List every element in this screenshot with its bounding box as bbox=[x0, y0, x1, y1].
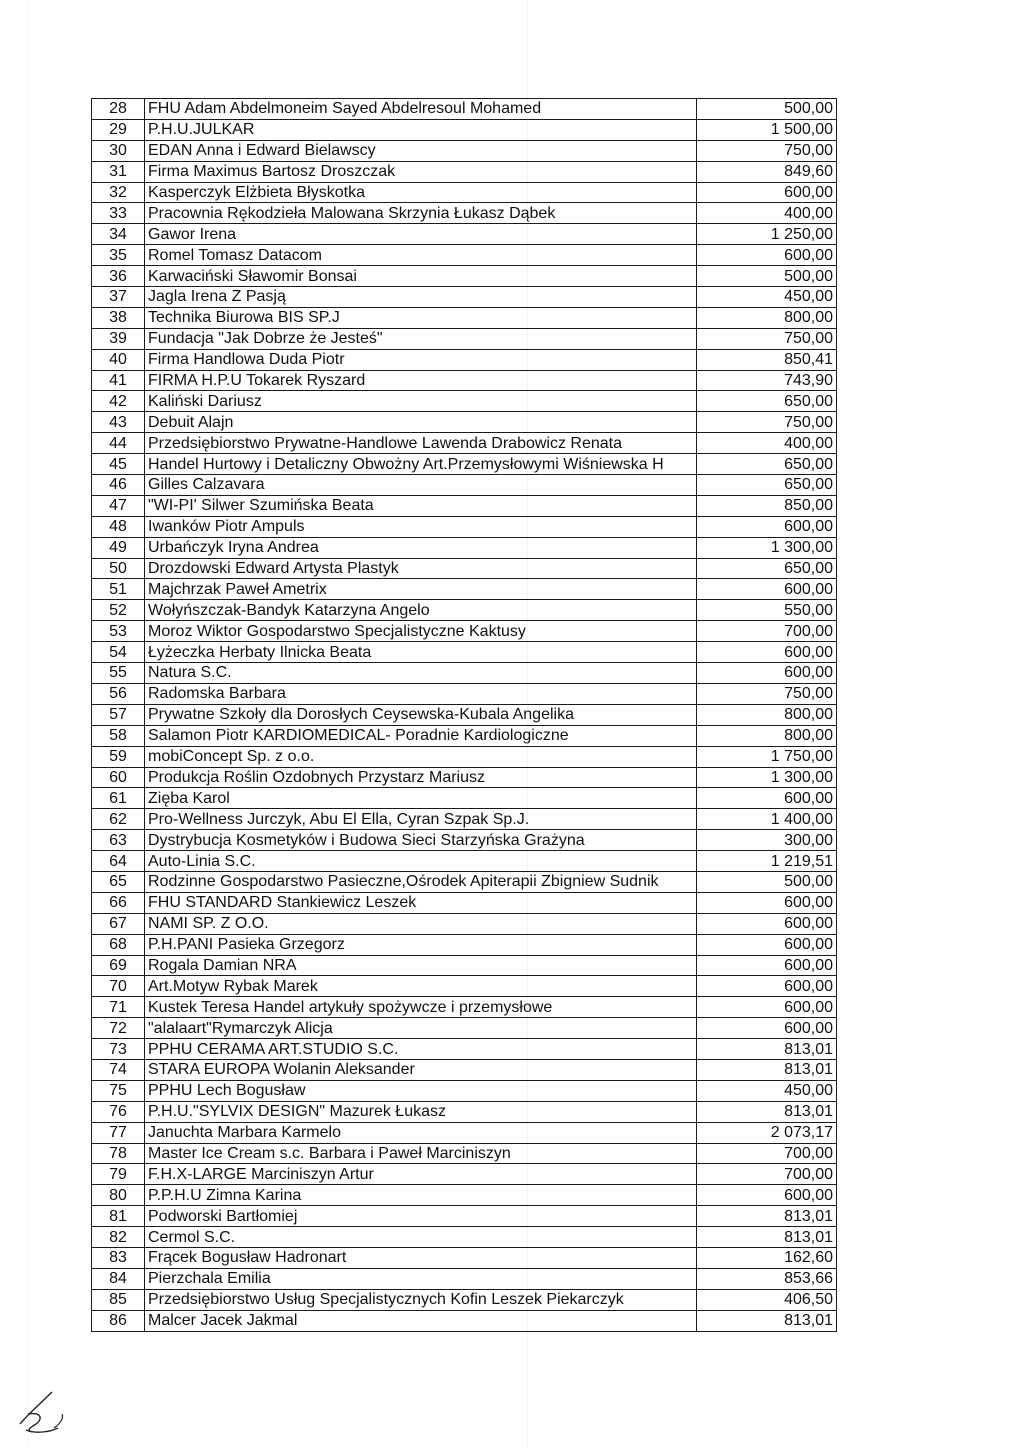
company-name: Debuit Alajn bbox=[145, 412, 697, 433]
table-row bbox=[92, 433, 837, 454]
row-number: 73 bbox=[92, 1039, 145, 1060]
row-number: 83 bbox=[92, 1247, 145, 1268]
company-name: Firma Handlowa Duda Piotr bbox=[145, 349, 697, 370]
table-row bbox=[92, 1101, 837, 1122]
table-row bbox=[92, 161, 837, 182]
table-row bbox=[92, 537, 837, 558]
row-number: 32 bbox=[92, 182, 145, 203]
row-number: 54 bbox=[92, 642, 145, 663]
company-name: Iwanków Piotr Ampuls bbox=[145, 516, 697, 537]
table-row bbox=[92, 1039, 837, 1060]
amount-value: 750,00 bbox=[697, 140, 837, 161]
company-name: Przedsiębiorstwo Usług Specjalistycznych Kofin Leszek Piekarczyk bbox=[145, 1289, 697, 1310]
amount-value: 650,00 bbox=[697, 475, 837, 496]
amount-value: 600,00 bbox=[697, 642, 837, 663]
table-row bbox=[92, 746, 837, 767]
amount-value: 600,00 bbox=[697, 579, 837, 600]
amount-value: 550,00 bbox=[697, 600, 837, 621]
amount-value: 600,00 bbox=[697, 934, 837, 955]
table-row bbox=[92, 892, 837, 913]
row-number: 44 bbox=[92, 433, 145, 454]
table-row bbox=[92, 1080, 837, 1101]
table-row bbox=[92, 934, 837, 955]
company-name: Gilles Calzavara bbox=[145, 475, 697, 496]
table-row bbox=[92, 683, 837, 704]
table-row bbox=[92, 579, 837, 600]
row-number: 74 bbox=[92, 1059, 145, 1080]
table-row bbox=[92, 412, 837, 433]
company-name: Majchrzak Paweł Ametrix bbox=[145, 579, 697, 600]
row-number: 42 bbox=[92, 391, 145, 412]
table-row bbox=[92, 349, 837, 370]
amounts-table bbox=[91, 98, 837, 1332]
row-number: 70 bbox=[92, 976, 145, 997]
amount-value: 600,00 bbox=[697, 913, 837, 934]
row-number: 63 bbox=[92, 830, 145, 851]
amounts-table-body bbox=[92, 99, 837, 1332]
row-number: 45 bbox=[92, 454, 145, 475]
amount-value: 1 300,00 bbox=[697, 767, 837, 788]
company-name: P.P.H.U Zimna Karina bbox=[145, 1185, 697, 1206]
company-name: FHU Adam Abdelmoneim Sayed Abdelresoul Mohamed bbox=[145, 99, 697, 120]
table-row bbox=[92, 516, 837, 537]
amount-value: 600,00 bbox=[697, 245, 837, 266]
company-name: Art.Motyw Rybak Marek bbox=[145, 976, 697, 997]
table-row bbox=[92, 976, 837, 997]
company-name: Jagla Irena Z Pasją bbox=[145, 287, 697, 308]
amount-value: 650,00 bbox=[697, 558, 837, 579]
row-number: 47 bbox=[92, 495, 145, 516]
company-name: Moroz Wiktor Gospodarstwo Specjalistyczne Kaktusy bbox=[145, 621, 697, 642]
table-row bbox=[92, 704, 837, 725]
table-row bbox=[92, 1289, 837, 1310]
row-number: 62 bbox=[92, 809, 145, 830]
handwritten-signature-icon bbox=[14, 1384, 70, 1440]
row-number: 55 bbox=[92, 663, 145, 684]
row-number: 78 bbox=[92, 1143, 145, 1164]
row-number: 68 bbox=[92, 934, 145, 955]
company-name: P.H.U.JULKAR bbox=[145, 119, 697, 140]
table-row bbox=[92, 99, 837, 120]
table-row bbox=[92, 475, 837, 496]
row-number: 69 bbox=[92, 955, 145, 976]
company-name: Kaliński Dariusz bbox=[145, 391, 697, 412]
table-row bbox=[92, 182, 837, 203]
row-number: 53 bbox=[92, 621, 145, 642]
row-number: 60 bbox=[92, 767, 145, 788]
row-number: 61 bbox=[92, 788, 145, 809]
amount-value: 600,00 bbox=[697, 1185, 837, 1206]
amount-value: 600,00 bbox=[697, 997, 837, 1018]
company-name: "WI-PI' Silwer Szumińska Beata bbox=[145, 495, 697, 516]
row-number: 67 bbox=[92, 913, 145, 934]
company-name: NAMI SP. Z O.O. bbox=[145, 913, 697, 934]
row-number: 30 bbox=[92, 140, 145, 161]
table-row bbox=[92, 788, 837, 809]
company-name: Prywatne Szkoły dla Dorosłych Ceysewska-Kubala Angelika bbox=[145, 704, 697, 725]
row-number: 38 bbox=[92, 307, 145, 328]
company-name: Romel Tomasz Datacom bbox=[145, 245, 697, 266]
amount-value: 162,60 bbox=[697, 1247, 837, 1268]
amount-value: 400,00 bbox=[697, 433, 837, 454]
company-name: Dystrybucja Kosmetyków i Budowa Sieci Starzyńska Grażyna bbox=[145, 830, 697, 851]
company-name: Produkcja Roślin Ozdobnych Przystarz Mariusz bbox=[145, 767, 697, 788]
company-name: Master Ice Cream s.c. Barbara i Paweł Marciniszyn bbox=[145, 1143, 697, 1164]
company-name: Salamon Piotr KARDIOMEDICAL- Poradnie Kardiologiczne bbox=[145, 725, 697, 746]
company-name: P.H.U."SYLVIX DESIGN" Mazurek Łukasz bbox=[145, 1101, 697, 1122]
table-row bbox=[92, 391, 837, 412]
table-row bbox=[92, 830, 837, 851]
amount-value: 450,00 bbox=[697, 287, 837, 308]
table-row bbox=[92, 663, 837, 684]
table-row bbox=[92, 642, 837, 663]
row-number: 57 bbox=[92, 704, 145, 725]
row-number: 66 bbox=[92, 892, 145, 913]
table-row bbox=[92, 224, 837, 245]
company-name: Karwaciński Sławomir Bonsai bbox=[145, 266, 697, 287]
company-name: F.H.X-LARGE Marciniszyn Artur bbox=[145, 1164, 697, 1185]
amount-value: 406,50 bbox=[697, 1289, 837, 1310]
amount-value: 1 300,00 bbox=[697, 537, 837, 558]
row-number: 81 bbox=[92, 1206, 145, 1227]
company-name: Cermol S.C. bbox=[145, 1227, 697, 1248]
table-row bbox=[92, 997, 837, 1018]
amount-value: 850,41 bbox=[697, 349, 837, 370]
company-name: Rodzinne Gospodarstwo Pasieczne,Ośrodek Apiterapii Zbigniew Sudnik bbox=[145, 871, 697, 892]
table-row bbox=[92, 600, 837, 621]
row-number: 37 bbox=[92, 287, 145, 308]
row-number: 46 bbox=[92, 475, 145, 496]
row-number: 76 bbox=[92, 1101, 145, 1122]
table-row bbox=[92, 621, 837, 642]
row-number: 79 bbox=[92, 1164, 145, 1185]
row-number: 75 bbox=[92, 1080, 145, 1101]
amount-value: 849,60 bbox=[697, 161, 837, 182]
company-name: EDAN Anna i Edward Bielawscy bbox=[145, 140, 697, 161]
row-number: 31 bbox=[92, 161, 145, 182]
company-name: Gawor Irena bbox=[145, 224, 697, 245]
row-number: 80 bbox=[92, 1185, 145, 1206]
row-number: 43 bbox=[92, 412, 145, 433]
amount-value: 500,00 bbox=[697, 871, 837, 892]
table-row bbox=[92, 495, 837, 516]
company-name: Fundacja "Jak Dobrze że Jesteś" bbox=[145, 328, 697, 349]
table-row bbox=[92, 1059, 837, 1080]
amount-value: 813,01 bbox=[697, 1227, 837, 1248]
company-name: Technika Biurowa BIS SP.J bbox=[145, 307, 697, 328]
table-row bbox=[92, 1143, 837, 1164]
table-row bbox=[92, 725, 837, 746]
company-name: Urbańczyk Iryna Andrea bbox=[145, 537, 697, 558]
row-number: 36 bbox=[92, 266, 145, 287]
amount-value: 800,00 bbox=[697, 725, 837, 746]
row-number: 41 bbox=[92, 370, 145, 391]
row-number: 56 bbox=[92, 683, 145, 704]
amount-value: 813,01 bbox=[697, 1310, 837, 1331]
row-number: 33 bbox=[92, 203, 145, 224]
row-number: 82 bbox=[92, 1227, 145, 1248]
amount-value: 600,00 bbox=[697, 955, 837, 976]
company-name: STARA EUROPA Wolanin Aleksander bbox=[145, 1059, 697, 1080]
row-number: 48 bbox=[92, 516, 145, 537]
table-row bbox=[92, 1247, 837, 1268]
company-name: PPHU Lech Bogusław bbox=[145, 1080, 697, 1101]
amount-value: 813,01 bbox=[697, 1101, 837, 1122]
table-row bbox=[92, 1122, 837, 1143]
row-number: 35 bbox=[92, 245, 145, 266]
row-number: 64 bbox=[92, 851, 145, 872]
table-row bbox=[92, 767, 837, 788]
table-row bbox=[92, 140, 837, 161]
company-name: PPHU CERAMA ART.STUDIO S.C. bbox=[145, 1039, 697, 1060]
table-row bbox=[92, 328, 837, 349]
table-row bbox=[92, 1185, 837, 1206]
scan-fold-line bbox=[28, 0, 29, 1448]
amount-value: 1 750,00 bbox=[697, 746, 837, 767]
table-row bbox=[92, 1227, 837, 1248]
amount-value: 1 219,51 bbox=[697, 851, 837, 872]
table-row bbox=[92, 1164, 837, 1185]
row-number: 29 bbox=[92, 119, 145, 140]
row-number: 84 bbox=[92, 1268, 145, 1289]
amount-value: 600,00 bbox=[697, 182, 837, 203]
company-name: "alalaart"Rymarczyk Alicja bbox=[145, 1018, 697, 1039]
row-number: 72 bbox=[92, 1018, 145, 1039]
row-number: 85 bbox=[92, 1289, 145, 1310]
company-name: Radomska Barbara bbox=[145, 683, 697, 704]
company-name: Malcer Jacek Jakmal bbox=[145, 1310, 697, 1331]
amount-value: 1 250,00 bbox=[697, 224, 837, 245]
company-name: Pracownia Rękodzieła Malowana Skrzynia Łukasz Dąbek bbox=[145, 203, 697, 224]
table-row bbox=[92, 955, 837, 976]
table-row bbox=[92, 119, 837, 140]
company-name: Drozdowski Edward Artysta Plastyk bbox=[145, 558, 697, 579]
company-name: Pro-Wellness Jurczyk, Abu El Ella, Cyran Szpak Sp.J. bbox=[145, 809, 697, 830]
amount-value: 650,00 bbox=[697, 391, 837, 412]
amount-value: 300,00 bbox=[697, 830, 837, 851]
company-name: Handel Hurtowy i Detaliczny Obwożny Art.Przemysłowymi Wiśniewska H bbox=[145, 454, 697, 475]
amount-value: 800,00 bbox=[697, 307, 837, 328]
company-name: Januchta Marbara Karmelo bbox=[145, 1122, 697, 1143]
table-row bbox=[92, 245, 837, 266]
row-number: 40 bbox=[92, 349, 145, 370]
table-row bbox=[92, 913, 837, 934]
table-row bbox=[92, 1206, 837, 1227]
amount-value: 500,00 bbox=[697, 99, 837, 120]
company-name: Pierzchala Emilia bbox=[145, 1268, 697, 1289]
amount-value: 600,00 bbox=[697, 516, 837, 537]
company-name: Kustek Teresa Handel artykuły spożywcze i przemysłowe bbox=[145, 997, 697, 1018]
amount-value: 600,00 bbox=[697, 892, 837, 913]
row-number: 39 bbox=[92, 328, 145, 349]
amount-value: 2 073,17 bbox=[697, 1122, 837, 1143]
table-row bbox=[92, 287, 837, 308]
company-name: Podworski Bartłomiej bbox=[145, 1206, 697, 1227]
amount-value: 450,00 bbox=[697, 1080, 837, 1101]
row-number: 77 bbox=[92, 1122, 145, 1143]
row-number: 34 bbox=[92, 224, 145, 245]
company-name: FIRMA H.P.U Tokarek Ryszard bbox=[145, 370, 697, 391]
amount-value: 1 500,00 bbox=[697, 119, 837, 140]
company-name: Zięba Karol bbox=[145, 788, 697, 809]
row-number: 51 bbox=[92, 579, 145, 600]
company-name: Kasperczyk Elżbieta Błyskotka bbox=[145, 182, 697, 203]
amount-value: 700,00 bbox=[697, 621, 837, 642]
amount-value: 743,90 bbox=[697, 370, 837, 391]
table-row bbox=[92, 203, 837, 224]
amount-value: 813,01 bbox=[697, 1206, 837, 1227]
amount-value: 700,00 bbox=[697, 1143, 837, 1164]
amount-value: 850,00 bbox=[697, 495, 837, 516]
company-name: Natura S.C. bbox=[145, 663, 697, 684]
company-name: mobiConcept Sp. z o.o. bbox=[145, 746, 697, 767]
row-number: 58 bbox=[92, 725, 145, 746]
amount-value: 500,00 bbox=[697, 266, 837, 287]
row-number: 65 bbox=[92, 871, 145, 892]
amount-value: 600,00 bbox=[697, 788, 837, 809]
table-row bbox=[92, 871, 837, 892]
table-row bbox=[92, 266, 837, 287]
company-name: Przedsiębiorstwo Prywatne-Handlowe Lawenda Drabowicz Renata bbox=[145, 433, 697, 454]
table-row bbox=[92, 1268, 837, 1289]
amount-value: 650,00 bbox=[697, 454, 837, 475]
table-row bbox=[92, 851, 837, 872]
amount-value: 853,66 bbox=[697, 1268, 837, 1289]
amount-value: 800,00 bbox=[697, 704, 837, 725]
table-row bbox=[92, 1018, 837, 1039]
company-name: FHU STANDARD Stankiewicz Leszek bbox=[145, 892, 697, 913]
table-row bbox=[92, 1310, 837, 1331]
company-name: Frącek Bogusław Hadronart bbox=[145, 1247, 697, 1268]
amount-value: 813,01 bbox=[697, 1039, 837, 1060]
table-row bbox=[92, 370, 837, 391]
table-row bbox=[92, 558, 837, 579]
company-name: Wołyńszczak-Bandyk Katarzyna Angelo bbox=[145, 600, 697, 621]
amount-value: 750,00 bbox=[697, 683, 837, 704]
row-number: 59 bbox=[92, 746, 145, 767]
company-name: Auto-Linia S.C. bbox=[145, 851, 697, 872]
row-number: 49 bbox=[92, 537, 145, 558]
table-row bbox=[92, 809, 837, 830]
amount-value: 750,00 bbox=[697, 412, 837, 433]
row-number: 86 bbox=[92, 1310, 145, 1331]
amount-value: 600,00 bbox=[697, 976, 837, 997]
row-number: 28 bbox=[92, 99, 145, 120]
company-name: Firma Maximus Bartosz Droszczak bbox=[145, 161, 697, 182]
amount-value: 400,00 bbox=[697, 203, 837, 224]
company-name: Łyżeczka Herbaty Ilnicka Beata bbox=[145, 642, 697, 663]
row-number: 52 bbox=[92, 600, 145, 621]
company-name: Rogala Damian NRA bbox=[145, 955, 697, 976]
amount-value: 750,00 bbox=[697, 328, 837, 349]
amount-value: 600,00 bbox=[697, 1018, 837, 1039]
amount-value: 1 400,00 bbox=[697, 809, 837, 830]
amount-value: 700,00 bbox=[697, 1164, 837, 1185]
company-name: P.H.PANI Pasieka Grzegorz bbox=[145, 934, 697, 955]
table-row bbox=[92, 307, 837, 328]
amount-value: 813,01 bbox=[697, 1059, 837, 1080]
row-number: 71 bbox=[92, 997, 145, 1018]
amount-value: 600,00 bbox=[697, 663, 837, 684]
table-row bbox=[92, 454, 837, 475]
row-number: 50 bbox=[92, 558, 145, 579]
